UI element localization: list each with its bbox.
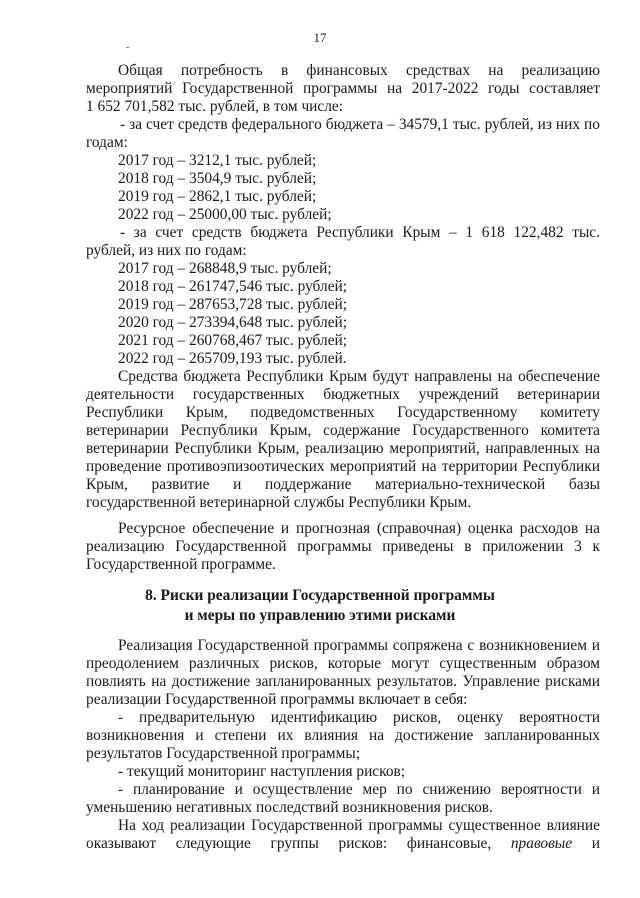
paragraph-line: Республики Крым, подведомственных Государственному комитету [86, 404, 600, 421]
list-item: 2022 год – 25000,00 тыс. рублей; [118, 206, 332, 223]
section-heading: 8. Риски реализации Государственной программы [145, 587, 495, 604]
paragraph-line: государственной ветеринарной службы Республики Крым. [86, 494, 472, 511]
list-item: - планирование и осуществление мер по снижению вероятности и [118, 781, 600, 798]
list-item: 2021 год – 260768,467 тыс. рублей; [118, 332, 348, 349]
paragraph-line: проведение противоэпизоотических мероприятий на территории Республики [86, 458, 600, 475]
paragraph-line: ветеринарии Республики Крым, содержание Государственного комитета [86, 422, 600, 439]
paragraph-line: Государственной программе. [86, 556, 276, 573]
list-item: 2017 год – 268848,9 тыс. рублей; [118, 260, 332, 277]
paragraph-line: 1 652 701,582 тыс. рублей, в том числе: [86, 98, 344, 115]
list-item: 2019 год – 2862,1 тыс. рублей; [118, 188, 317, 205]
paragraph-line: годам: [86, 134, 128, 151]
list-item: 2018 год – 261747,546 тыс. рублей; [118, 278, 348, 295]
line-text: оказывают следующие группы рисков: финансовые, [86, 835, 492, 852]
paragraph-line: реализации Государственной программы включает в себя: [86, 691, 468, 708]
paragraph-line: - за счет средств бюджета Республики Крым – 1 618 122,482 тыс. [120, 224, 600, 241]
list-item: 2018 год – 3504,9 тыс. рублей; [118, 170, 317, 187]
paragraph-line: результатов Государственной программы; [86, 745, 360, 762]
list-item: - предварительную идентификацию рисков, оценку вероятности [118, 709, 600, 726]
paragraph-line [86, 835, 600, 853]
paragraph-line: рублей, из них по годам: [86, 242, 247, 259]
list-item: 2022 год – 265709,193 тыс. рублей. [118, 350, 347, 367]
line-text: и [591, 835, 600, 852]
list-item: 2019 год – 287653,728 тыс. рублей; [118, 296, 348, 313]
paragraph-line: реализацию Государственной программы приведены в приложении 3 к [86, 538, 600, 555]
list-item: 2020 год – 273394,648 тыс. рублей; [118, 314, 348, 331]
paragraph-line: деятельности государственных бюджетных учреждений ветеринарии [86, 386, 600, 403]
paragraph-line: - за счет средств федерального бюджета – 34579,1 тыс. рублей, из них по [120, 116, 600, 133]
paragraph-line: повлиять на достижение запланированных результатов. Управление рисками [86, 673, 600, 690]
list-item: 2017 год – 3212,1 тыс. рублей; [118, 152, 317, 169]
paragraph-line: На ход реализации Государственной программы существенное влияние [118, 817, 600, 834]
paragraph-line: преодолением различных рисков, которые могут существенным образом [86, 655, 600, 672]
paragraph-line: Общая потребность в финансовых средствах на реализацию [118, 62, 600, 79]
italic-word: правовые [510, 835, 573, 852]
paragraph-line: уменьшению негативных последствий возникновения рисков. [86, 799, 493, 816]
paragraph-line: мероприятий Государственной программы на 2017-2022 годы составляет [86, 80, 600, 97]
paragraph-line: ветеринарии Республики Крым, реализацию мероприятий, направленных на [86, 440, 600, 457]
paragraph-line: Средства бюджета Республики Крым будут направлены на обеспечение [118, 368, 600, 385]
scan-mark: - [126, 42, 130, 53]
page-number: 17 [313, 30, 327, 45]
list-item: - текущий мониторинг наступления рисков; [118, 763, 406, 780]
paragraph-line: возникновения и степени их влияния на достижение запланированных [86, 727, 600, 744]
paragraph-line: Реализация Государственной программы сопряжена с возникновением и [118, 637, 600, 654]
section-heading: и меры по управлению этими рисками [184, 607, 456, 624]
paragraph-line: Крым, развитие и поддержание материально-технической базы [86, 476, 600, 493]
paragraph-line: Ресурсное обеспечение и прогнозная (справочная) оценка расходов на [118, 520, 600, 537]
